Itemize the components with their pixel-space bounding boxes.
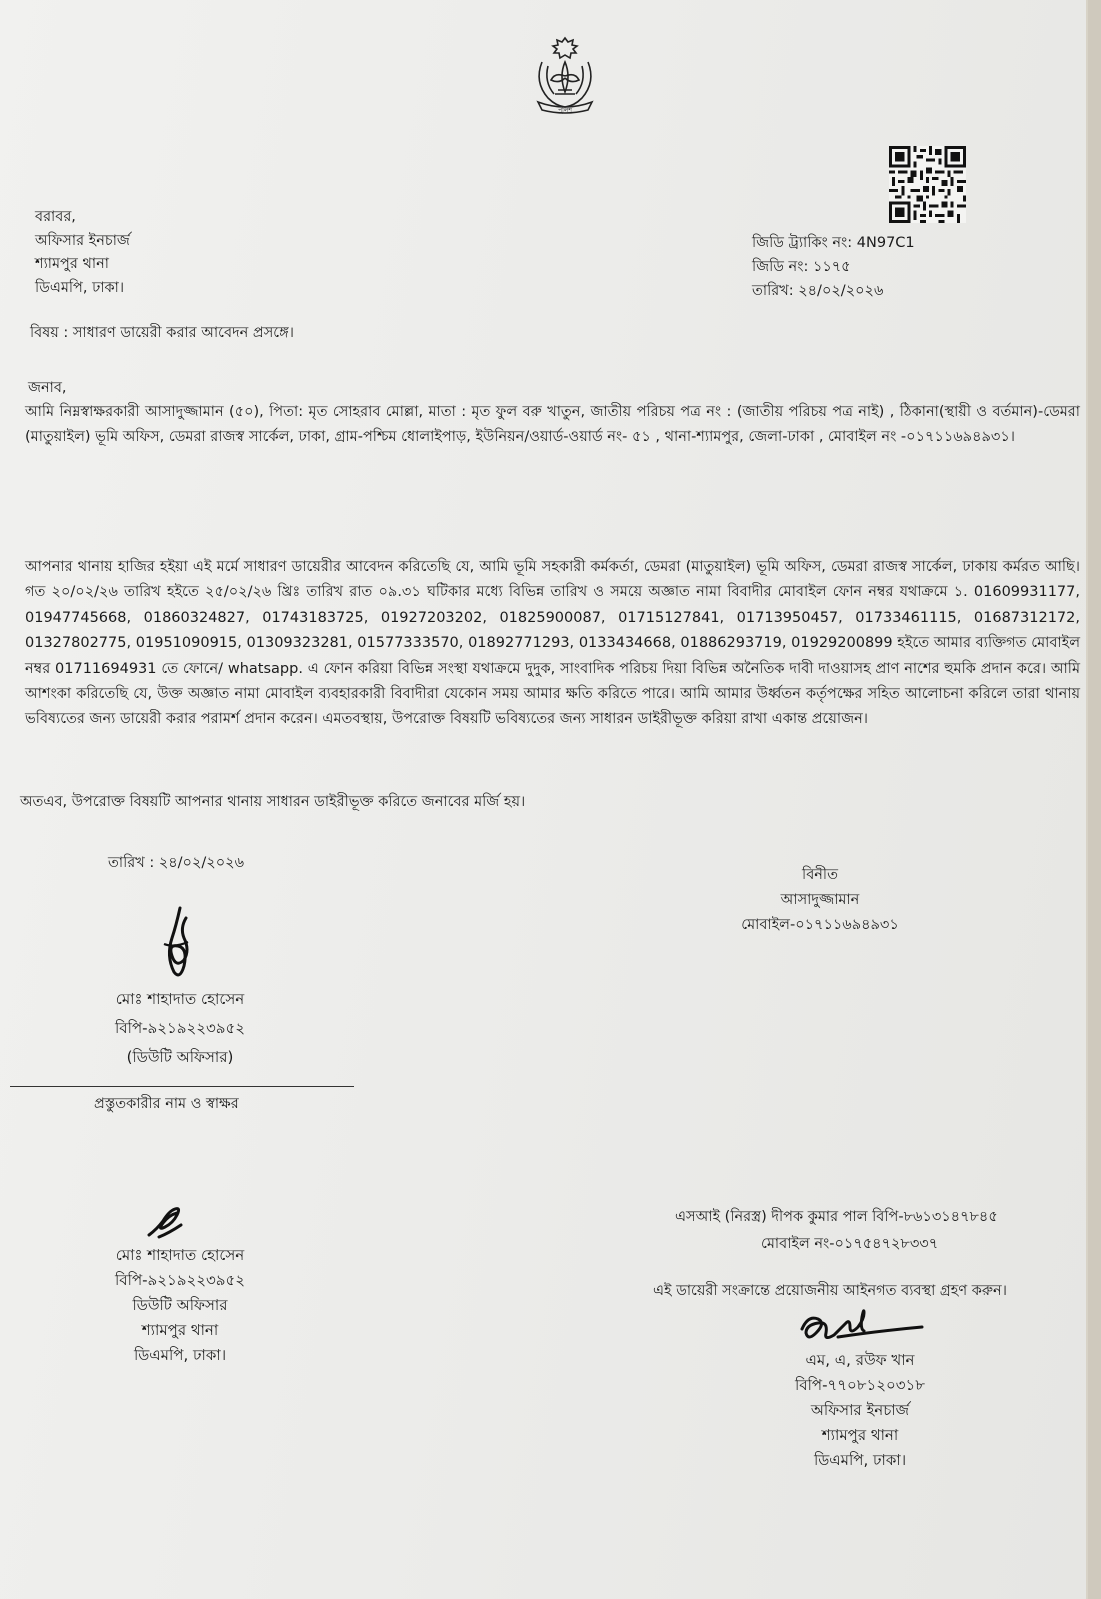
oc-name: এম, এ, রউফ খান	[805, 1351, 915, 1369]
instruction-line: এই ডায়েরী সংক্রান্তে প্রয়োজনীয় আইনগত ব্যবস্থা গ্রহণ করুন।	[653, 1283, 1007, 1299]
oc-bp: বিপি-৭৭০৮১২০৩১৮	[795, 1376, 925, 1394]
recipient-line: অফিসার ইনচার্জ	[35, 232, 130, 249]
duty-officer-bp: বিপি-৯২১৯২২৩৯৫২	[115, 1271, 245, 1289]
gd-tracking-number: জিডি ট্র্যাকিং নং: 4N97C1	[752, 235, 915, 251]
applicant-name: আসাদুজ্জামান	[780, 892, 860, 908]
application-date: তারিখ : ২৪/০২/২০২৬	[108, 855, 245, 871]
signature-rule	[10, 1086, 354, 1087]
police-emblem-logo	[522, 32, 608, 118]
intro-paragraph: আমি নিম্নস্বাক্ষরকারী আসাদুজ্জামান (৫০), পিতা: মৃত সোহরাব মোল্লা, মাতা : মৃত ফুল বরু খাতুন, জাতীয় পরিচয় পত্র নং : (জাতীয় পরিচয় পত্র নাই) , ঠিকানা(স্থায়ী ও বর্তমান)-ডেমরা (মাতুয়াইল) ভূমি অফিস, ডেমরা রাজস্ব সার্কেল, ঢাকা, গ্রাম-পশ্চিম ধোলাইপাড়, ইউনিয়ন/ওয়ার্ড-ওয়ার্ড নং- ৫১ , থানা-শ্যামপুর, জেলা-ঢাকা , মোবাইল নং -০১৭১১৬৯৪৯৩১।	[25, 404, 1080, 446]
si-mobile: মোবাইল নং-০১৭৫৪৭২৮৩৩৭	[761, 1236, 939, 1252]
qr-code-icon	[889, 146, 966, 223]
duty-officer-station: শ্যামপুর থানা	[141, 1321, 219, 1339]
closing-line: অতএব, উপরোক্ত বিষয়টি আপনার থানায় সাধারন ডাইরীভূক্ত করিতে জনাবের মর্জি হয়।	[20, 794, 526, 810]
preparer-name: মোঃ শাহাদাত হোসেন	[115, 990, 245, 1008]
emblem-text: পুলিশ	[558, 107, 572, 114]
preparer-signature	[158, 904, 198, 980]
gd-info-block	[752, 231, 915, 303]
si-block	[675, 1204, 998, 1258]
oc-role: অফিসার ইনচার্জ	[810, 1401, 910, 1419]
oc-station: শ্যামপুর থানা	[821, 1426, 899, 1444]
applicant-line: বিনীত	[802, 867, 838, 883]
recipient-line: শ্যামপুর থানা	[35, 256, 109, 272]
preparer-caption: প্রস্তুতকারীর নাম ও স্বাক্ষর	[94, 1096, 239, 1112]
gd-date: তারিখ: ২৪/০২/২০২৬	[752, 283, 884, 299]
duty-officer-dmp: ডিএমপি, ঢাকা।	[133, 1346, 227, 1364]
applicant-block	[730, 863, 910, 938]
preparer-block	[100, 985, 260, 1072]
preparer-role: (ডিউটি অফিসার)	[126, 1048, 234, 1066]
recipient-line: বরাবর,	[35, 209, 76, 225]
preparer-bp: বিপি-৯২১৯২২৩৯৫২	[115, 1019, 245, 1037]
recipient-block	[35, 206, 130, 300]
oc-signature	[798, 1307, 926, 1347]
duty-officer-signature	[145, 1201, 187, 1241]
duty-officer-block	[95, 1243, 265, 1368]
body-paragraph: আপনার থানায় হাজির হইয়া এই মর্মে সাধারণ ডায়েরীর আবেদন করিতেছি যে, আমি ভূমি সহকারী কর্মকর্তা, ডেমরা (মাতুয়াইল) ভূমি অফিস, ডেমরা রাজস্ব সার্কেল, ঢাকায় কর্মরত আছি। গত ২০/০২/২৬ তারিখ হইতে ২৫/০২/২৬ খ্রিঃ তারিখ রাত ০৯.৩১ ঘটিকার মধ্যে বিভিন্ন তারিখ ও সময়ে অজ্ঞাত নামা বিবাদীর মোবাইল ফোন নম্বর যথাক্রমে ১. 01609931177, 01947745668, 01860324827, 01743183725, 01927203202, 01825900087, 01715127841, 01713950457, 01733461115, 01687312172, 01327802775, 01951090915, 01309323281, 01577333570, 01892771293, 0133434668, 01886293719, 01929200899 হইতে আমার ব্যক্তিগত মোবাইল নম্বর 01711694931 তে ফোনে/ whatsapp. এ ফোন করিয়া বিভিন্ন সংস্থা যথাক্রমে দুদুক, সাংবাদিক পরিচয় দিয়া বিভিন্ন অনৈতিক দাবী দাওয়াসহ প্রাণ নাশের হুমকি প্রদান করে। আমি আশংকা করিতেছি যে, উক্ত অজ্ঞাত নামা মোবাইল ব্যবহারকারী বিবাদীরা যেকোন সময় আমার ক্ষতি করিতে পারে। আমি আমার উর্ধ্বতন কর্তৃপক্ষের সহিত আলোচনা করিলে তারা থানায় ভবিষ্যতের জন্য ডায়েরী করার পরামর্শ প্রদান করেন। এমতবস্থায়, উপরোক্ত বিষয়টি ভবিষ্যতের জন্য সাধারন ডাইরীভূক্ত করিয়া রাখা একান্ত প্রয়োজন।	[25, 559, 1080, 728]
subject-line: বিষয় : সাধারণ ডায়েরী করার আবেদন প্রসঙ্গে।	[30, 325, 294, 341]
salutation: জনাব,	[28, 380, 67, 396]
oc-dmp: ডিএমপি, ঢাকা।	[813, 1451, 907, 1469]
applicant-mobile: মোবাইল-০১৭১১৬৯৪৯৩১	[741, 917, 899, 933]
gd-number: জিডি নং: ১১৭৫	[752, 259, 851, 275]
si-name-bp: এসআই (নিরস্ত্র) দীপক কুমার পাল বিপি-৮৬১৩১৪৭৮৪৫	[675, 1209, 998, 1225]
oc-block	[775, 1348, 945, 1473]
recipient-line: ডিএমপি, ঢাকা।	[35, 279, 125, 296]
duty-officer-name: মোঃ শাহাদাত হোসেন	[115, 1246, 245, 1264]
duty-officer-role: ডিউটি অফিসার	[132, 1296, 228, 1314]
